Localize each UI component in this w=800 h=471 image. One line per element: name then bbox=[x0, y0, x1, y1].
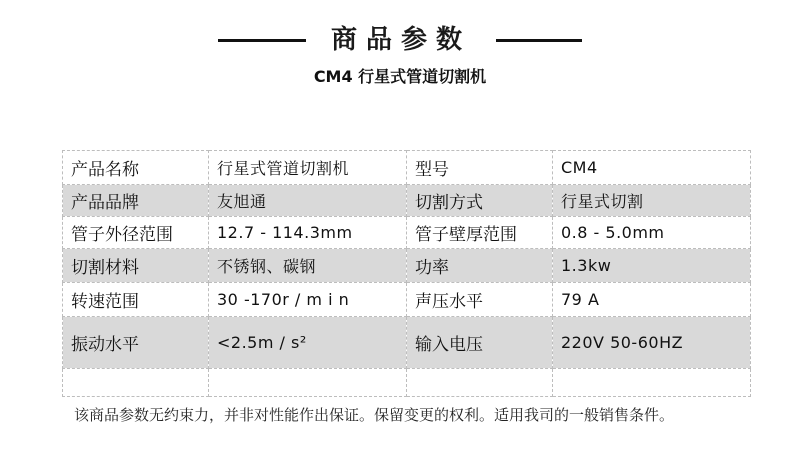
spec-value: CM4 bbox=[553, 151, 751, 185]
table-row bbox=[63, 369, 751, 397]
spec-label: 切割材料 bbox=[63, 249, 209, 283]
product-model-title: CM4 行星式管道切割机 bbox=[313, 67, 487, 86]
spec-label: 产品名称 bbox=[63, 151, 209, 185]
spec-value: 79 A bbox=[553, 283, 751, 317]
spec-label bbox=[407, 369, 553, 397]
spec-label: 转速范围 bbox=[63, 283, 209, 317]
spec-value: 30 -170r / m i n bbox=[209, 283, 407, 317]
spec-label: 切割方式 bbox=[407, 185, 553, 217]
spec-value: 友旭通 bbox=[209, 185, 407, 217]
spec-label: 声压水平 bbox=[407, 283, 553, 317]
disclaimer-text: 该商品参数无约束力，并非对性能作出保证。保留变更的权利。适用我司的一般销售条件。 bbox=[74, 406, 675, 424]
spec-label: 管子外径范围 bbox=[63, 217, 209, 249]
spec-value bbox=[209, 369, 407, 397]
spec-label: 功率 bbox=[407, 249, 553, 283]
spec-label: 产品品牌 bbox=[63, 185, 209, 217]
spec-value: 12.7 - 114.3mm bbox=[209, 217, 407, 249]
spec-label bbox=[63, 369, 209, 397]
spec-value: 行星式切割 bbox=[553, 185, 751, 217]
spec-value: 220V 50-60HZ bbox=[553, 317, 751, 369]
spec-table bbox=[62, 150, 751, 397]
table-row bbox=[63, 151, 751, 185]
spec-value: 0.8 - 5.0mm bbox=[553, 217, 751, 249]
spec-label: 振动水平 bbox=[63, 317, 209, 369]
section-header bbox=[0, 20, 800, 60]
spec-label: 管子壁厚范围 bbox=[407, 217, 553, 249]
spec-label: 型号 bbox=[407, 151, 553, 185]
section-title: 商品参数 bbox=[330, 25, 471, 55]
table-row bbox=[63, 185, 751, 217]
table-row bbox=[63, 249, 751, 283]
table-row bbox=[63, 317, 751, 369]
spec-value: 不锈钢、碳钢 bbox=[209, 249, 407, 283]
table-row bbox=[63, 283, 751, 317]
spec-value bbox=[553, 369, 751, 397]
header-rule-left bbox=[218, 39, 306, 42]
spec-value: 行星式管道切割机 bbox=[209, 151, 407, 185]
spec-value: 1.3kw bbox=[553, 249, 751, 283]
spec-value: <2.5m / s² bbox=[209, 317, 407, 369]
spec-label: 输入电压 bbox=[407, 317, 553, 369]
header-rule-right bbox=[496, 39, 582, 42]
table-row bbox=[63, 217, 751, 249]
